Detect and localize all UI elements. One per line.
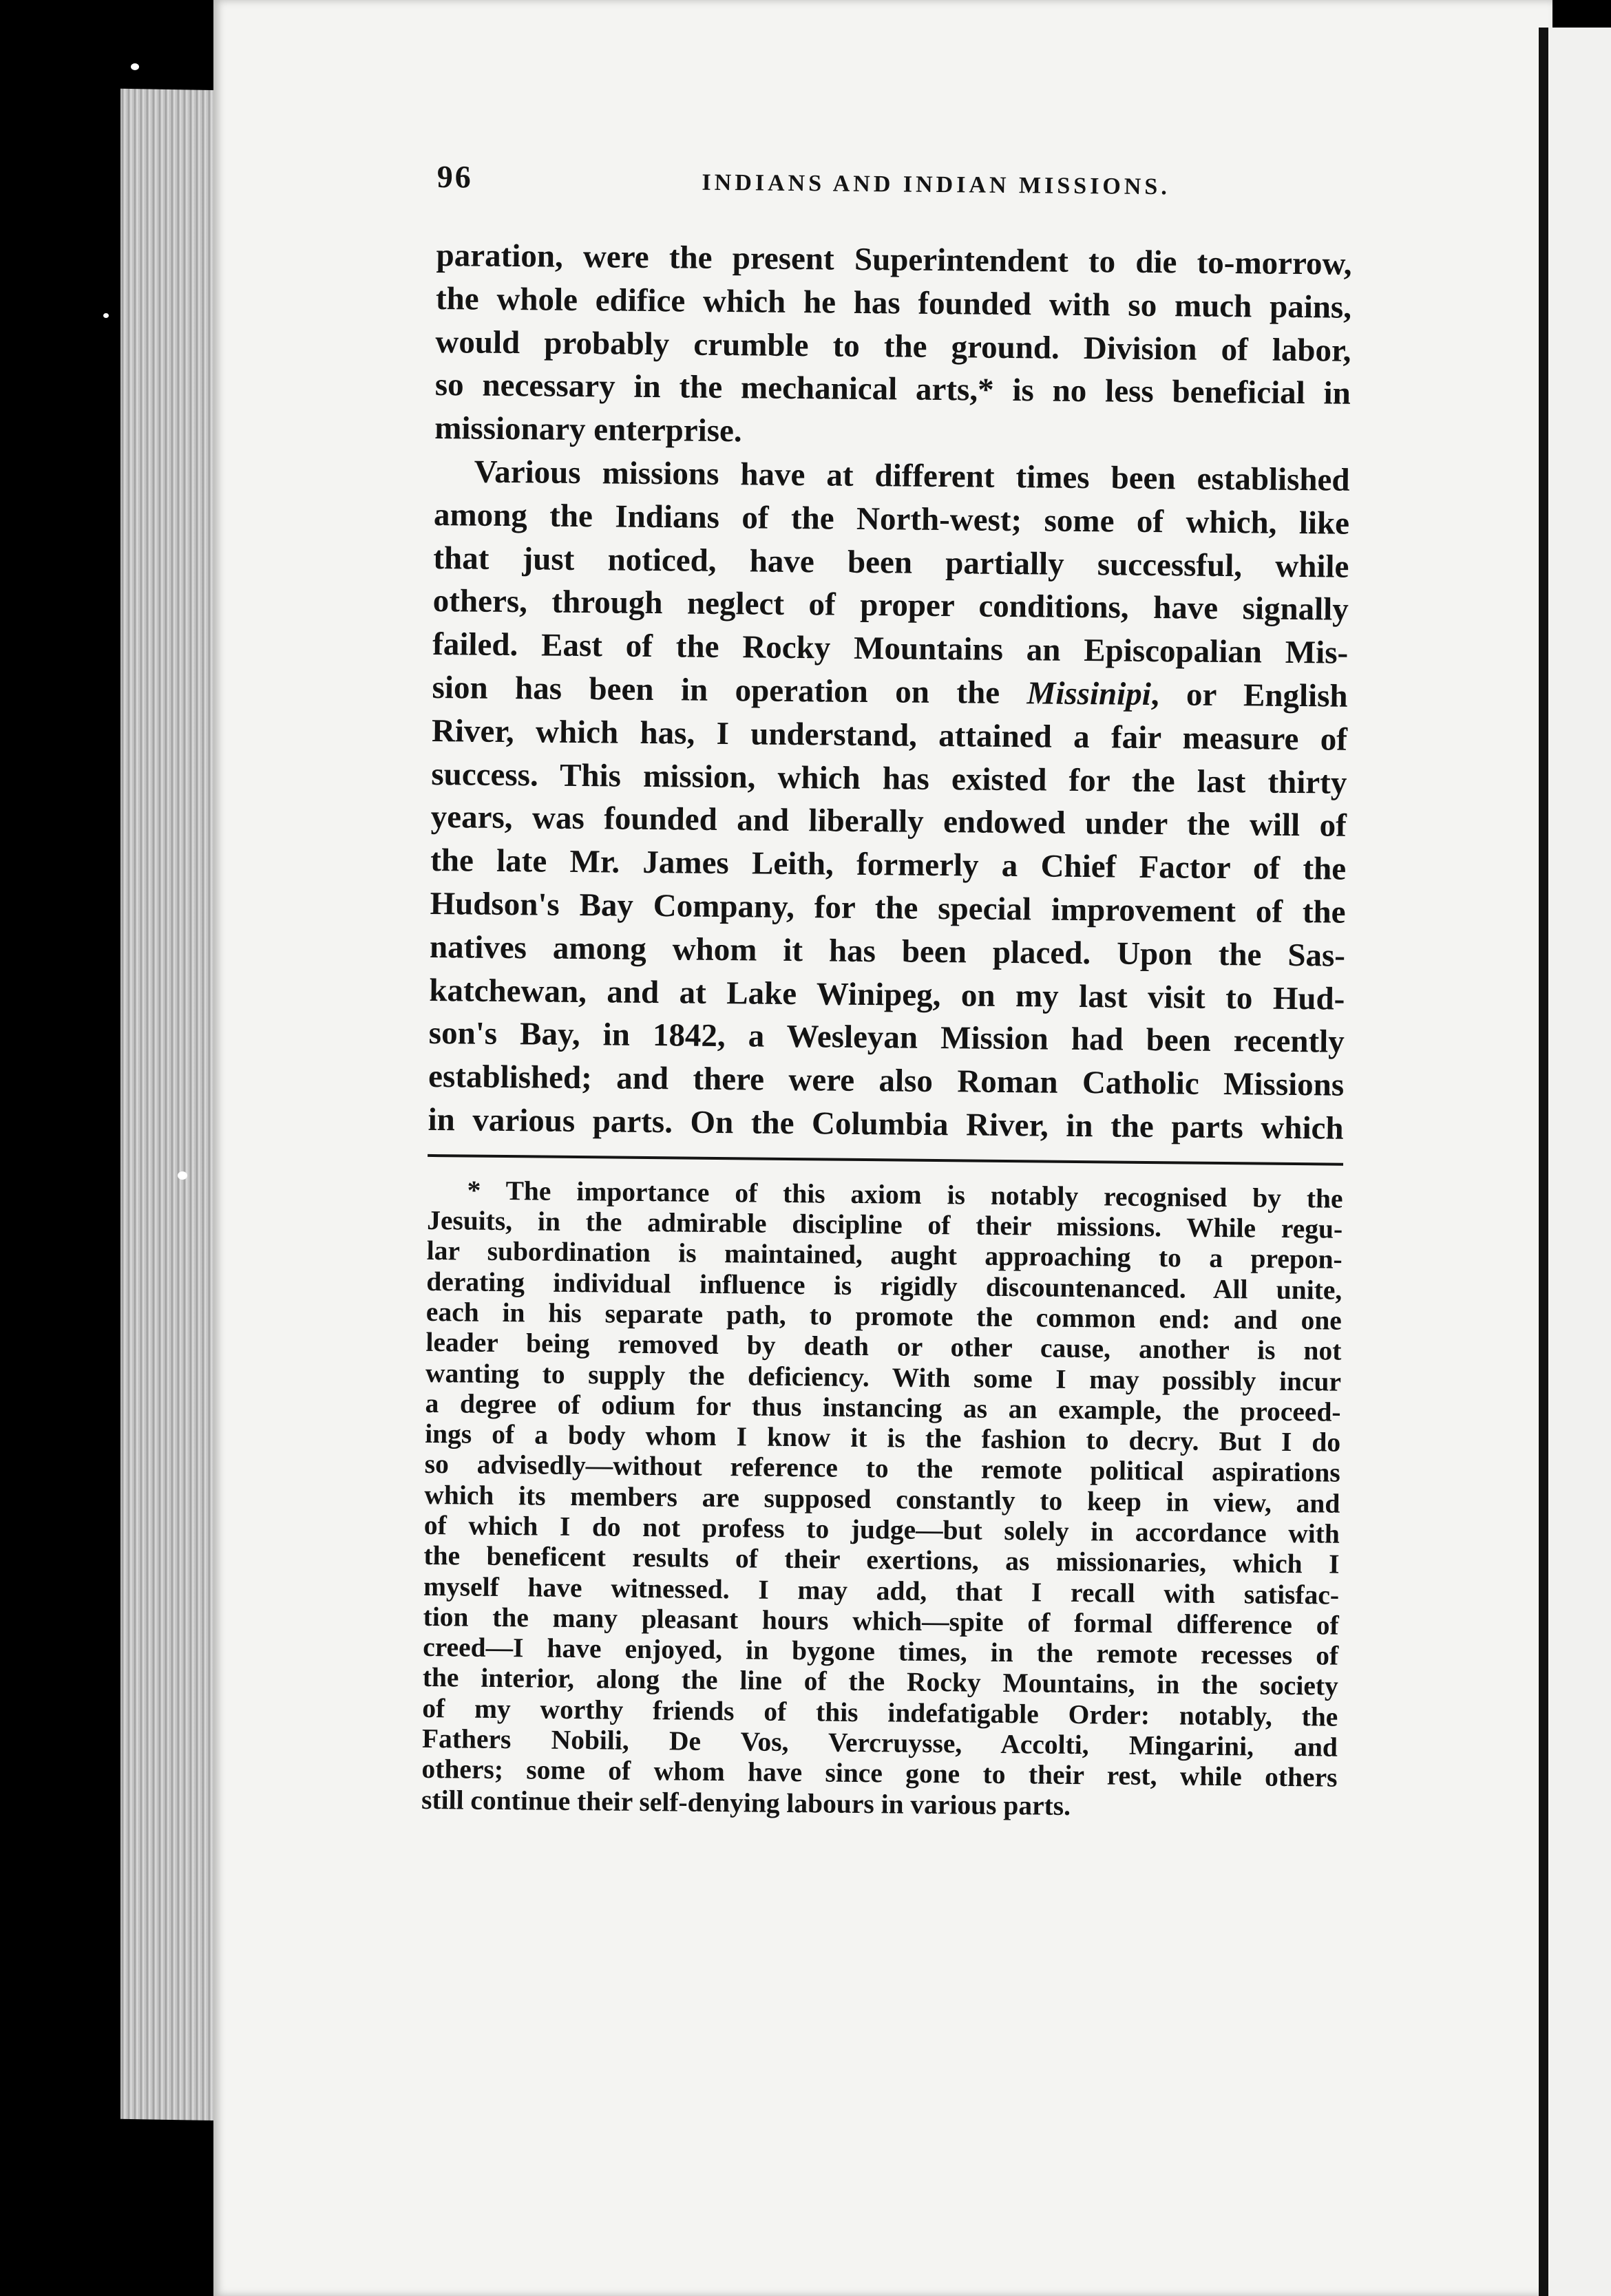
body-line: natives among whom it has been placed. Upon the Sas- (429, 928, 1346, 974)
body-line: that just noticed, have been partially successful, while (433, 540, 1349, 585)
body-line: missionary enterprise. (434, 410, 742, 449)
page-header (436, 158, 1353, 222)
page-text-block (421, 158, 1353, 1824)
body-line: son's Bay, in 1842, a Wesleyan Mission had been recently (428, 1015, 1345, 1061)
footnote-line: myself have witnessed. I may add, that I recall with satisfac- (423, 1571, 1340, 1611)
footnote-line: wanting to supply the deficiency. With some I may possibly incur (425, 1357, 1342, 1397)
body-line: in various parts. On the Columbia River, in the parts which (428, 1101, 1344, 1147)
facing-page-edge (1539, 28, 1611, 2296)
body-line: among the Indians of the North-west; some of which, like (433, 496, 1350, 542)
running-head: INDIANS AND INDIAN MISSIONS. (702, 169, 1170, 200)
body-line: established; and there were also Roman Catholic Missions (428, 1059, 1345, 1103)
footnote-line: still continue their self-denying labours in various parts. (421, 1784, 1071, 1821)
body-line: Various missions have at different times been established (474, 454, 1350, 498)
footnote-line: * The importance of this axiom is notably recognised by the (467, 1175, 1343, 1214)
footnote-line: of my worthy friends of this indefatigable Order: notably, the (422, 1692, 1338, 1732)
book-page-edges (120, 89, 224, 2121)
footnote-line: leader being removed by death or other cause, another is not (425, 1327, 1342, 1366)
body-line: the whole edifice which he has founded with so much pains, (435, 280, 1352, 326)
body-line: sion has been in operation on the Missinipi, or English (432, 669, 1348, 714)
page-number: 96 (436, 158, 473, 195)
footnote-line: creed—I have enjoyed, in bygone times, in the remote recesses of (423, 1632, 1339, 1671)
body-line: paration, were the present Superintendent to die to-morrow, (436, 237, 1352, 282)
body-line: Hudson's Bay Company, for the special improvement of the (430, 885, 1346, 931)
footnote-line: the beneficent results of their exertions, as missionaries, which I (423, 1540, 1340, 1580)
body-line: success. This mission, which has existed for the last thirty (431, 756, 1347, 801)
body-line: so necessary in the mechanical arts,* is no less beneficial in (434, 367, 1351, 412)
body-line: others, through neglect of proper conditions, have signally (432, 583, 1349, 628)
footnote-line: a degree of odium for thus instancing as an example, the proceed- (425, 1388, 1341, 1427)
footnote-separator-rule (428, 1154, 1343, 1166)
dust-speck (131, 63, 139, 70)
footnote-line: Fathers Nobili, De Vos, Vercruysse, Accolti, Mingarini, and (421, 1723, 1338, 1763)
body-text (428, 234, 1352, 1150)
dust-speck (178, 1171, 187, 1180)
footnote (421, 1175, 1343, 1824)
italic-place-name: Missinipi (1026, 675, 1152, 712)
footnote-line: lar subordination is maintained, aught approaching to a prepon- (426, 1235, 1342, 1275)
footnote-line: others; some of whom have since gone to their rest, while others (421, 1754, 1338, 1794)
footnote-line: tion the many pleasant hours which—spite of formal difference of (423, 1601, 1339, 1641)
body-line: the late Mr. James Leith, formerly a Chief Factor of the (430, 842, 1347, 887)
footnote-line: Jesuits, in the admirable discipline of their missions. While regu- (426, 1204, 1343, 1244)
footnote-line: so advisedly—without reference to the remote political aspirations (424, 1449, 1340, 1489)
footnote-line: ings of a body whom I know it is the fashion to decry. But I do (425, 1418, 1341, 1458)
footnote-line: derating individual influence is rigidly discountenanced. All unite, (426, 1266, 1342, 1306)
body-line: years, was founded and liberally endowed under the will of (430, 799, 1347, 844)
footnote-line: the interior, along the line of the Rocky Mountains, in the society (422, 1662, 1338, 1702)
footnote-line: of which I do not profess to judge—but solely in accordance with (423, 1509, 1340, 1549)
body-line: would probably crumble to the ground. Division of labor, (435, 323, 1351, 369)
footnote-line: each in his separate path, to promote the common end: and one (425, 1296, 1342, 1336)
body-line: failed. East of the Rocky Mountains an Episcopalian Mis- (432, 626, 1349, 671)
footnote-line: which its members are supposed constantly to keep in view, and (424, 1479, 1340, 1519)
dust-speck (103, 313, 109, 318)
body-line: katchewan, and at Lake Winipeg, on my last visit to Hud- (429, 972, 1345, 1017)
body-line: River, which has, I understand, attained a fair measure of (431, 712, 1348, 758)
